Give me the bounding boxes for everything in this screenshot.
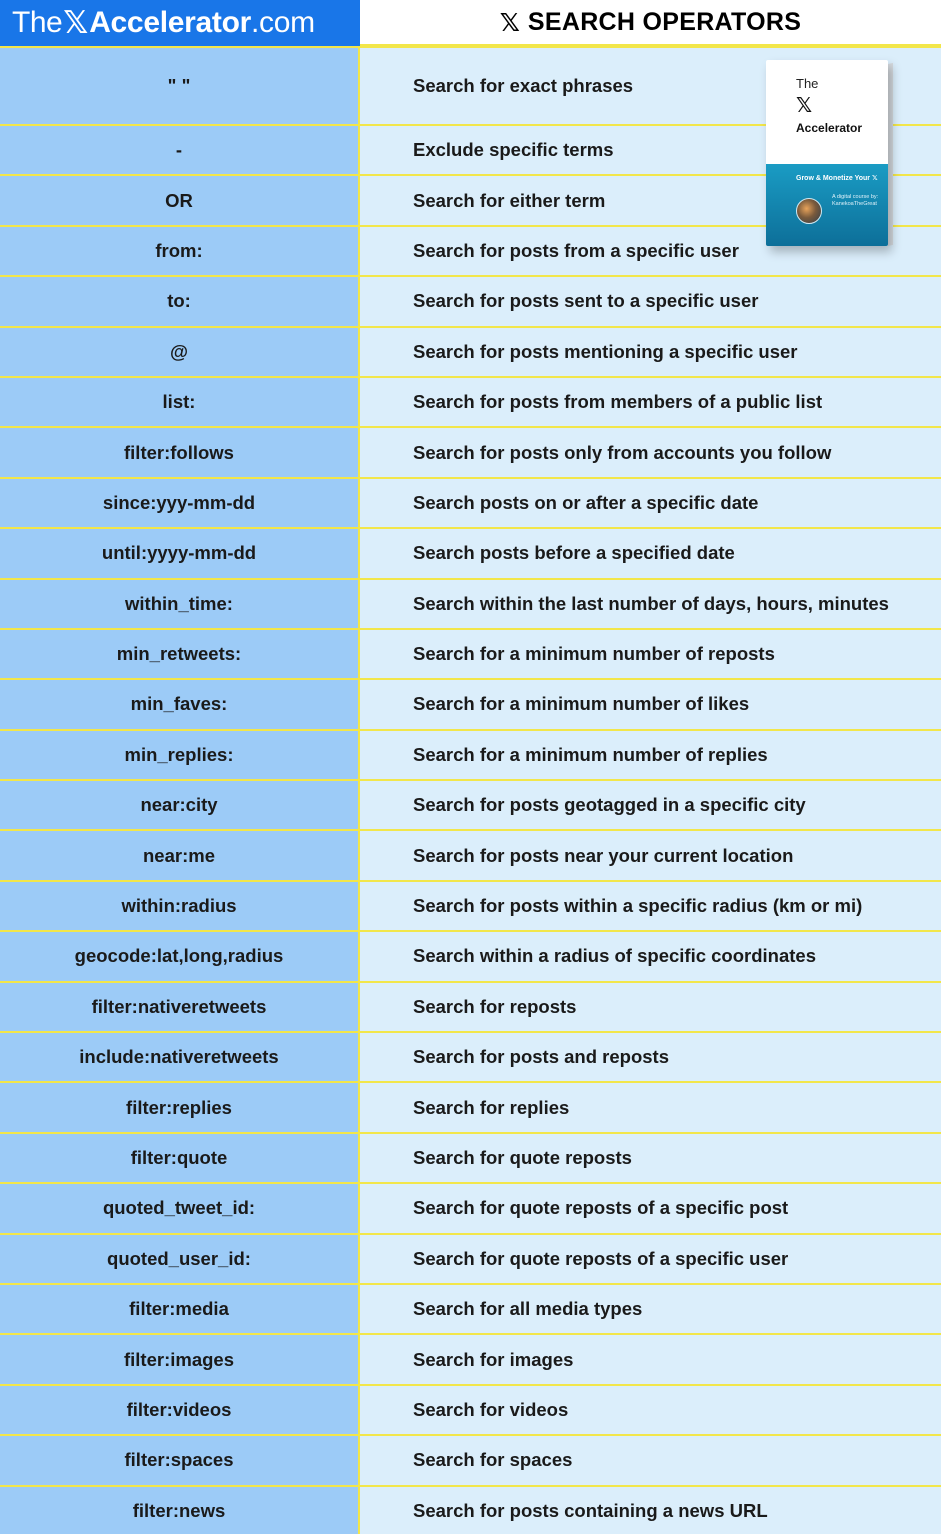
operator-cell: to: [0, 277, 360, 325]
description-cell: Search for a minimum number of reposts [360, 630, 941, 678]
product-box-image [766, 60, 892, 250]
operator-cell: within_time: [0, 580, 360, 628]
table-row [0, 1283, 941, 1333]
description-cell: Search for posts sent to a specific user [360, 277, 941, 325]
table-row [0, 829, 941, 879]
description-cell: Search posts before a specified date [360, 529, 941, 577]
table-row [0, 1384, 941, 1434]
operator-cell: min_replies: [0, 731, 360, 779]
table-row [0, 326, 941, 376]
operator-cell: near:me [0, 831, 360, 879]
operator-cell: filter:replies [0, 1083, 360, 1131]
brand-accelerator: Accelerator [89, 6, 251, 39]
operator-cell: within:radius [0, 882, 360, 930]
description-cell: Search for either term [360, 176, 941, 224]
description-cell: Search for posts mentioning a specific user [360, 328, 941, 376]
table-row [0, 1081, 941, 1131]
product-name: Accelerator [796, 121, 863, 135]
table-row [0, 477, 941, 527]
description-cell: Search for quote reposts of a specific user [360, 1235, 941, 1283]
table-row [0, 628, 941, 678]
operator-cell: filter:follows [0, 428, 360, 476]
table-row [0, 1031, 941, 1081]
table-row [0, 880, 941, 930]
table-row [0, 1333, 941, 1383]
table-row [0, 678, 941, 728]
product-tagline: Grow & Monetize Your 𝕏 [796, 175, 878, 182]
operator-cell: filter:videos [0, 1386, 360, 1434]
table-row [0, 275, 941, 325]
description-cell: Search for replies [360, 1083, 941, 1131]
description-cell: Search for quote reposts of a specific post [360, 1184, 941, 1232]
author-avatar [796, 198, 822, 224]
x-logo-icon: 𝕏 [796, 93, 813, 117]
table-row [0, 779, 941, 829]
description-cell: Search for all media types [360, 1285, 941, 1333]
description-cell: Search for posts geotagged in a specific city [360, 781, 941, 829]
description-cell: Search for posts from members of a public list [360, 378, 941, 426]
description-cell: Search for spaces [360, 1436, 941, 1484]
description-cell: Search for posts only from accounts you follow [360, 428, 941, 476]
product-box-top [766, 60, 888, 164]
description-cell: Search within the last number of days, hours, minutes [360, 580, 941, 628]
operator-cell: " " [0, 48, 360, 124]
description-cell: Search for posts near your current location [360, 831, 941, 879]
x-logo-icon: 𝕏 [499, 7, 520, 37]
description-cell: Search for posts within a specific radius (km or mi) [360, 882, 941, 930]
operator-cell: filter:images [0, 1335, 360, 1383]
operator-cell: since:yyy-mm-dd [0, 479, 360, 527]
operator-cell: filter:news [0, 1487, 360, 1534]
description-cell: Search for quote reposts [360, 1134, 941, 1182]
description-cell: Search for videos [360, 1386, 941, 1434]
header [0, 0, 941, 48]
table-row [0, 527, 941, 577]
table-row [0, 930, 941, 980]
page-title [360, 0, 941, 46]
product-box-side [888, 63, 893, 246]
operator-cell: filter:media [0, 1285, 360, 1333]
table-row [0, 426, 941, 476]
operator-cell: - [0, 126, 360, 174]
brand-logo [0, 0, 360, 46]
description-cell: Search for a minimum number of likes [360, 680, 941, 728]
description-cell: Exclude specific terms [360, 126, 941, 174]
operator-cell: near:city [0, 781, 360, 829]
table-row [0, 1485, 941, 1534]
operator-cell: @ [0, 328, 360, 376]
product-the: The [796, 76, 819, 91]
product-box-bottom [766, 164, 888, 246]
description-cell: Search for posts from a specific user [360, 227, 941, 275]
description-cell: Search for posts and reposts [360, 1033, 941, 1081]
table-row [0, 981, 941, 1031]
table-row [0, 1434, 941, 1484]
table-row [0, 1233, 941, 1283]
operator-cell: list: [0, 378, 360, 426]
page-title-text: SEARCH OPERATORS [527, 7, 802, 36]
operators-table [0, 46, 941, 1534]
operator-cell: min_retweets: [0, 630, 360, 678]
product-credit-1: A digital course by: [832, 194, 879, 200]
operator-cell: filter:spaces [0, 1436, 360, 1484]
table-row [0, 729, 941, 779]
description-cell: Search for images [360, 1335, 941, 1383]
brand-the: The [12, 6, 63, 39]
operator-cell: quoted_user_id: [0, 1235, 360, 1283]
description-cell: Search within a radius of specific coordinates [360, 932, 941, 980]
description-cell: Search for reposts [360, 983, 941, 1031]
product-credit-2: KanekoaTheGreat [832, 201, 877, 207]
x-logo-icon: 𝕏 [63, 5, 89, 41]
table-row [0, 1132, 941, 1182]
table-row [0, 1182, 941, 1232]
operator-cell: min_faves: [0, 680, 360, 728]
description-cell: Search for exact phrases [360, 48, 941, 124]
brand-domain: .com [250, 6, 315, 39]
operator-cell: until:yyyy-mm-dd [0, 529, 360, 577]
description-cell: Search for posts containing a news URL [360, 1487, 941, 1534]
operator-cell: filter:nativeretweets [0, 983, 360, 1031]
operator-cell: quoted_tweet_id: [0, 1184, 360, 1232]
operator-cell: filter:quote [0, 1134, 360, 1182]
operator-cell: include:nativeretweets [0, 1033, 360, 1081]
table-row [0, 578, 941, 628]
description-cell: Search posts on or after a specific date [360, 479, 941, 527]
operator-cell: from: [0, 227, 360, 275]
table-row [0, 376, 941, 426]
operator-cell: geocode:lat,long,radius [0, 932, 360, 980]
operator-cell: OR [0, 176, 360, 224]
product-box-front [766, 60, 888, 246]
description-cell: Search for a minimum number of replies [360, 731, 941, 779]
